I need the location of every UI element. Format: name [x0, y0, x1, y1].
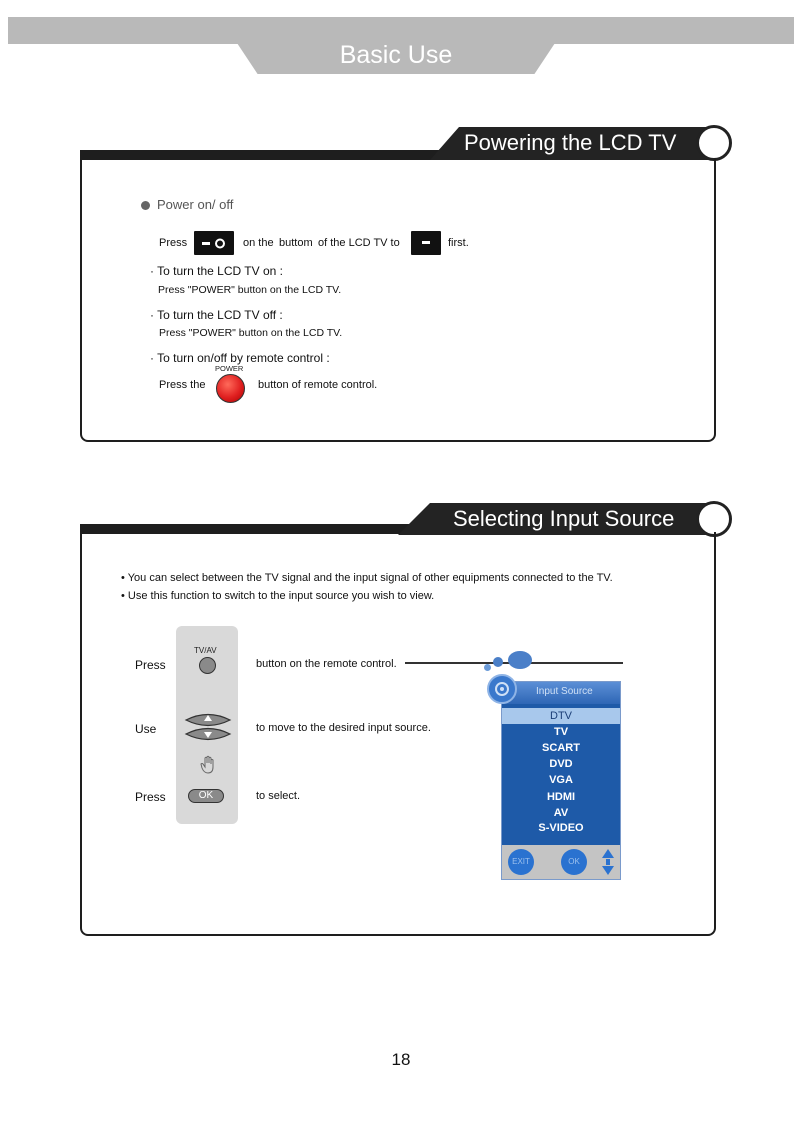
menu-updown-icon[interactable]	[600, 848, 616, 876]
decor-dot-2	[493, 657, 503, 667]
menu-item-vga[interactable]: VGA	[549, 774, 573, 786]
input-bullet-1-text: You can select between the TV signal and the input signal of other equipments connected to the TV.	[127, 572, 613, 584]
row-desc-3: to select.	[256, 790, 301, 802]
menu-item-tv[interactable]: TV	[553, 726, 569, 738]
of-lcd-text: of the LCD TV to	[318, 237, 400, 249]
power-switch-off-icon	[194, 231, 234, 255]
row-press-1: Press	[135, 658, 166, 672]
input-source-menu	[501, 681, 621, 880]
menu-item-dtv[interactable]: DTV	[502, 708, 620, 724]
first-text: first.	[448, 237, 469, 249]
input-bullet-2-text: Use this function to switch to the input source you wish to view.	[127, 590, 435, 602]
power-bullet-heading: Power on/ off	[157, 197, 234, 212]
row-desc-2: to move to the desired input source.	[256, 722, 431, 734]
press-text: Press	[159, 237, 188, 249]
input-bullet-2: • Use this function to switch to the input source you wish to view.	[121, 590, 435, 602]
page-number: 18	[391, 1050, 411, 1069]
on-the-text: on the	[243, 237, 274, 249]
up-down-arrows-icon	[184, 711, 232, 743]
menu-item-av[interactable]: AV	[553, 807, 569, 819]
press-the-text: Press the	[159, 379, 206, 391]
step-off-heading: · To turn the LCD TV off :	[150, 308, 283, 322]
menu-item-scart[interactable]: SCART	[542, 742, 580, 754]
power-switch-on-icon	[411, 231, 441, 255]
step-remote-heading: · To turn on/off by remote control :	[150, 351, 330, 365]
step-on-detail: Press "POWER" button on the LCD TV.	[158, 284, 342, 296]
row-use: Use	[135, 722, 157, 736]
step-off-detail: Press "POWER" button on the LCD TV.	[159, 327, 343, 339]
buttom-text: buttom	[279, 237, 313, 249]
power-section-title: Powering the LCD TV	[464, 130, 677, 155]
step-on-heading: · To turn the LCD TV on :	[150, 264, 283, 278]
tvav-label: TV/AV	[194, 646, 217, 655]
power-section-tab-circle	[696, 125, 732, 161]
menu-item-dvd[interactable]: DVD	[549, 758, 573, 770]
menu-item-hdmi[interactable]: HDMI	[546, 791, 576, 803]
power-label: POWER	[215, 364, 244, 373]
power-button-icon	[216, 374, 245, 403]
row-press-2: Press	[135, 790, 166, 804]
tvav-button-icon	[199, 657, 216, 674]
decor-dot-3	[508, 651, 532, 669]
row-desc-1: button on the remote control.	[256, 658, 397, 670]
menu-ok-button[interactable]: OK	[561, 849, 587, 875]
remote-suffix-text: button of remote control.	[258, 379, 378, 391]
menu-item-s-video[interactable]: S-VIDEO	[538, 822, 584, 834]
input-bullet-1: • You can select between the TV signal and the input signal of other equipments connected to the TV.	[121, 572, 613, 584]
ok-button-icon: OK	[188, 789, 224, 803]
menu-source-icon	[487, 674, 517, 704]
bullet-dot	[141, 201, 150, 210]
menu-title: Input Source	[536, 686, 593, 697]
decor-dot-1	[484, 664, 491, 671]
page-title: Basic Use	[339, 41, 453, 69]
hand-icon	[198, 755, 218, 775]
menu-exit-button[interactable]: EXIT	[508, 849, 534, 875]
input-section-title: Selecting Input Source	[453, 506, 675, 531]
